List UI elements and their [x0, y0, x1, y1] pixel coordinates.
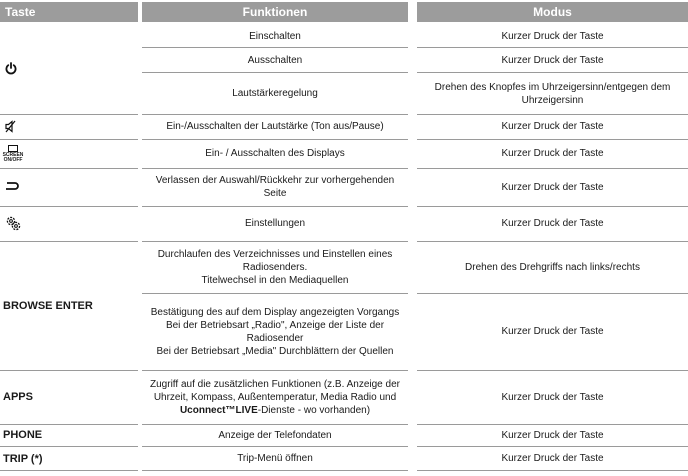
- funktion-apps-suffix: -Dienste - wo vorhanden): [257, 404, 371, 416]
- key-trip: TRIP (*): [3, 452, 43, 465]
- back-icon: [4, 179, 20, 193]
- uconnect-live-label: Uconnect™LIVE: [179, 404, 258, 416]
- funktion-ausschalten: Ausschalten: [247, 54, 303, 66]
- header-taste: Taste: [0, 2, 138, 22]
- row-divider: [142, 47, 408, 48]
- row-divider: [417, 470, 688, 471]
- row-divider: [417, 446, 688, 447]
- modus-apps: Kurzer Druck der Taste: [501, 391, 604, 403]
- power-icon: [4, 60, 18, 76]
- funktion-enter-line3: Bei der Betriebsart „Media" Durchblättern der Quellen: [156, 345, 394, 357]
- row-divider: [0, 206, 138, 207]
- row-divider: [0, 114, 138, 115]
- modus-browse-drehen: Drehen des Drehgriffs nach links/rechts: [465, 261, 640, 273]
- modus-phone: Kurzer Druck der Taste: [501, 429, 604, 441]
- row-divider: [417, 47, 688, 48]
- funktion-browse-line1: Durchlaufen des Verzeichnisses und Einstellen eines Radiosenders.: [157, 248, 393, 273]
- header-funktionen: Funktionen: [142, 2, 408, 22]
- key-apps: APPS: [3, 391, 33, 403]
- row-divider: [417, 72, 688, 73]
- row-divider: [0, 446, 138, 447]
- modus-zurueck: Kurzer Druck der Taste: [501, 181, 604, 193]
- modus-ausschalten: Kurzer Druck der Taste: [501, 54, 604, 66]
- funktion-browse-line2: Titelwechsel in den Mediaquellen: [201, 274, 349, 286]
- funktion-lautstaerke: Lautstärkeregelung: [232, 88, 318, 99]
- screen-onoff-icon: [4, 145, 22, 163]
- row-divider: [0, 470, 138, 471]
- funktion-zurueck: Verlassen der Auswahl/Rückkehr zur vorhergehenden Seite: [155, 175, 395, 199]
- funktion-einschalten: Einschalten: [249, 30, 301, 42]
- funktion-browse-drehen: [142, 242, 408, 292]
- modus-trip: Kurzer Druck der Taste: [501, 453, 604, 464]
- screen-icon-sub: ON/OFF: [3, 157, 23, 163]
- row-divider: [142, 446, 408, 447]
- funktion-apps: [142, 371, 408, 423]
- funktion-browse-druecken: [142, 294, 408, 369]
- funktion-display: Ein- / Ausschalten des Displays: [205, 148, 345, 159]
- funktion-trip: Trip-Menü öffnen: [237, 453, 313, 464]
- row-divider: [142, 470, 408, 471]
- key-browse-enter: BROWSE ENTER: [3, 300, 93, 312]
- funktion-einstellungen: Einstellungen: [244, 218, 306, 229]
- modus-einschalten: Kurzer Druck der Taste: [501, 30, 604, 42]
- row-divider: [0, 168, 138, 169]
- funktion-enter-line2: Bei der Betriebsart „Radio", Anzeige der Liste der Radiosender: [165, 319, 385, 344]
- mute-icon: [4, 118, 18, 134]
- funktion-mute: Ein-/Ausschalten der Lautstärke (Ton aus/Pause): [166, 121, 384, 132]
- settings-icon: [4, 214, 22, 232]
- screen-icon-label: SCREEN: [2, 152, 24, 158]
- modus-einstellungen: Kurzer Druck der Taste: [501, 218, 604, 229]
- key-phone: PHONE: [3, 429, 43, 441]
- modus-mute: Kurzer Druck der Taste: [501, 121, 604, 132]
- row-divider: [0, 241, 138, 242]
- header-modus: Modus: [417, 2, 688, 22]
- funktion-apps-text: Zugriff auf die zusätzlichen Funktionen (z.B. Anzeige der Uhrzeit, Kompass, Außentemperatur, Media Radio und: [150, 378, 400, 403]
- modus-display: Kurzer Druck der Taste: [501, 148, 604, 159]
- modus-browse-druecken: Kurzer Druck der Taste: [501, 326, 604, 337]
- funktion-phone: Anzeige der Telefondaten: [218, 429, 332, 441]
- row-divider: [142, 72, 408, 73]
- modus-lautstaerke: Drehen des Knopfes im Uhrzeigersinn/entgegen dem Uhrzeigersinn: [434, 81, 671, 106]
- funktion-enter-line1: Bestätigung des auf dem Display angezeigten Vorgangs: [150, 306, 400, 318]
- row-divider: [0, 139, 138, 140]
